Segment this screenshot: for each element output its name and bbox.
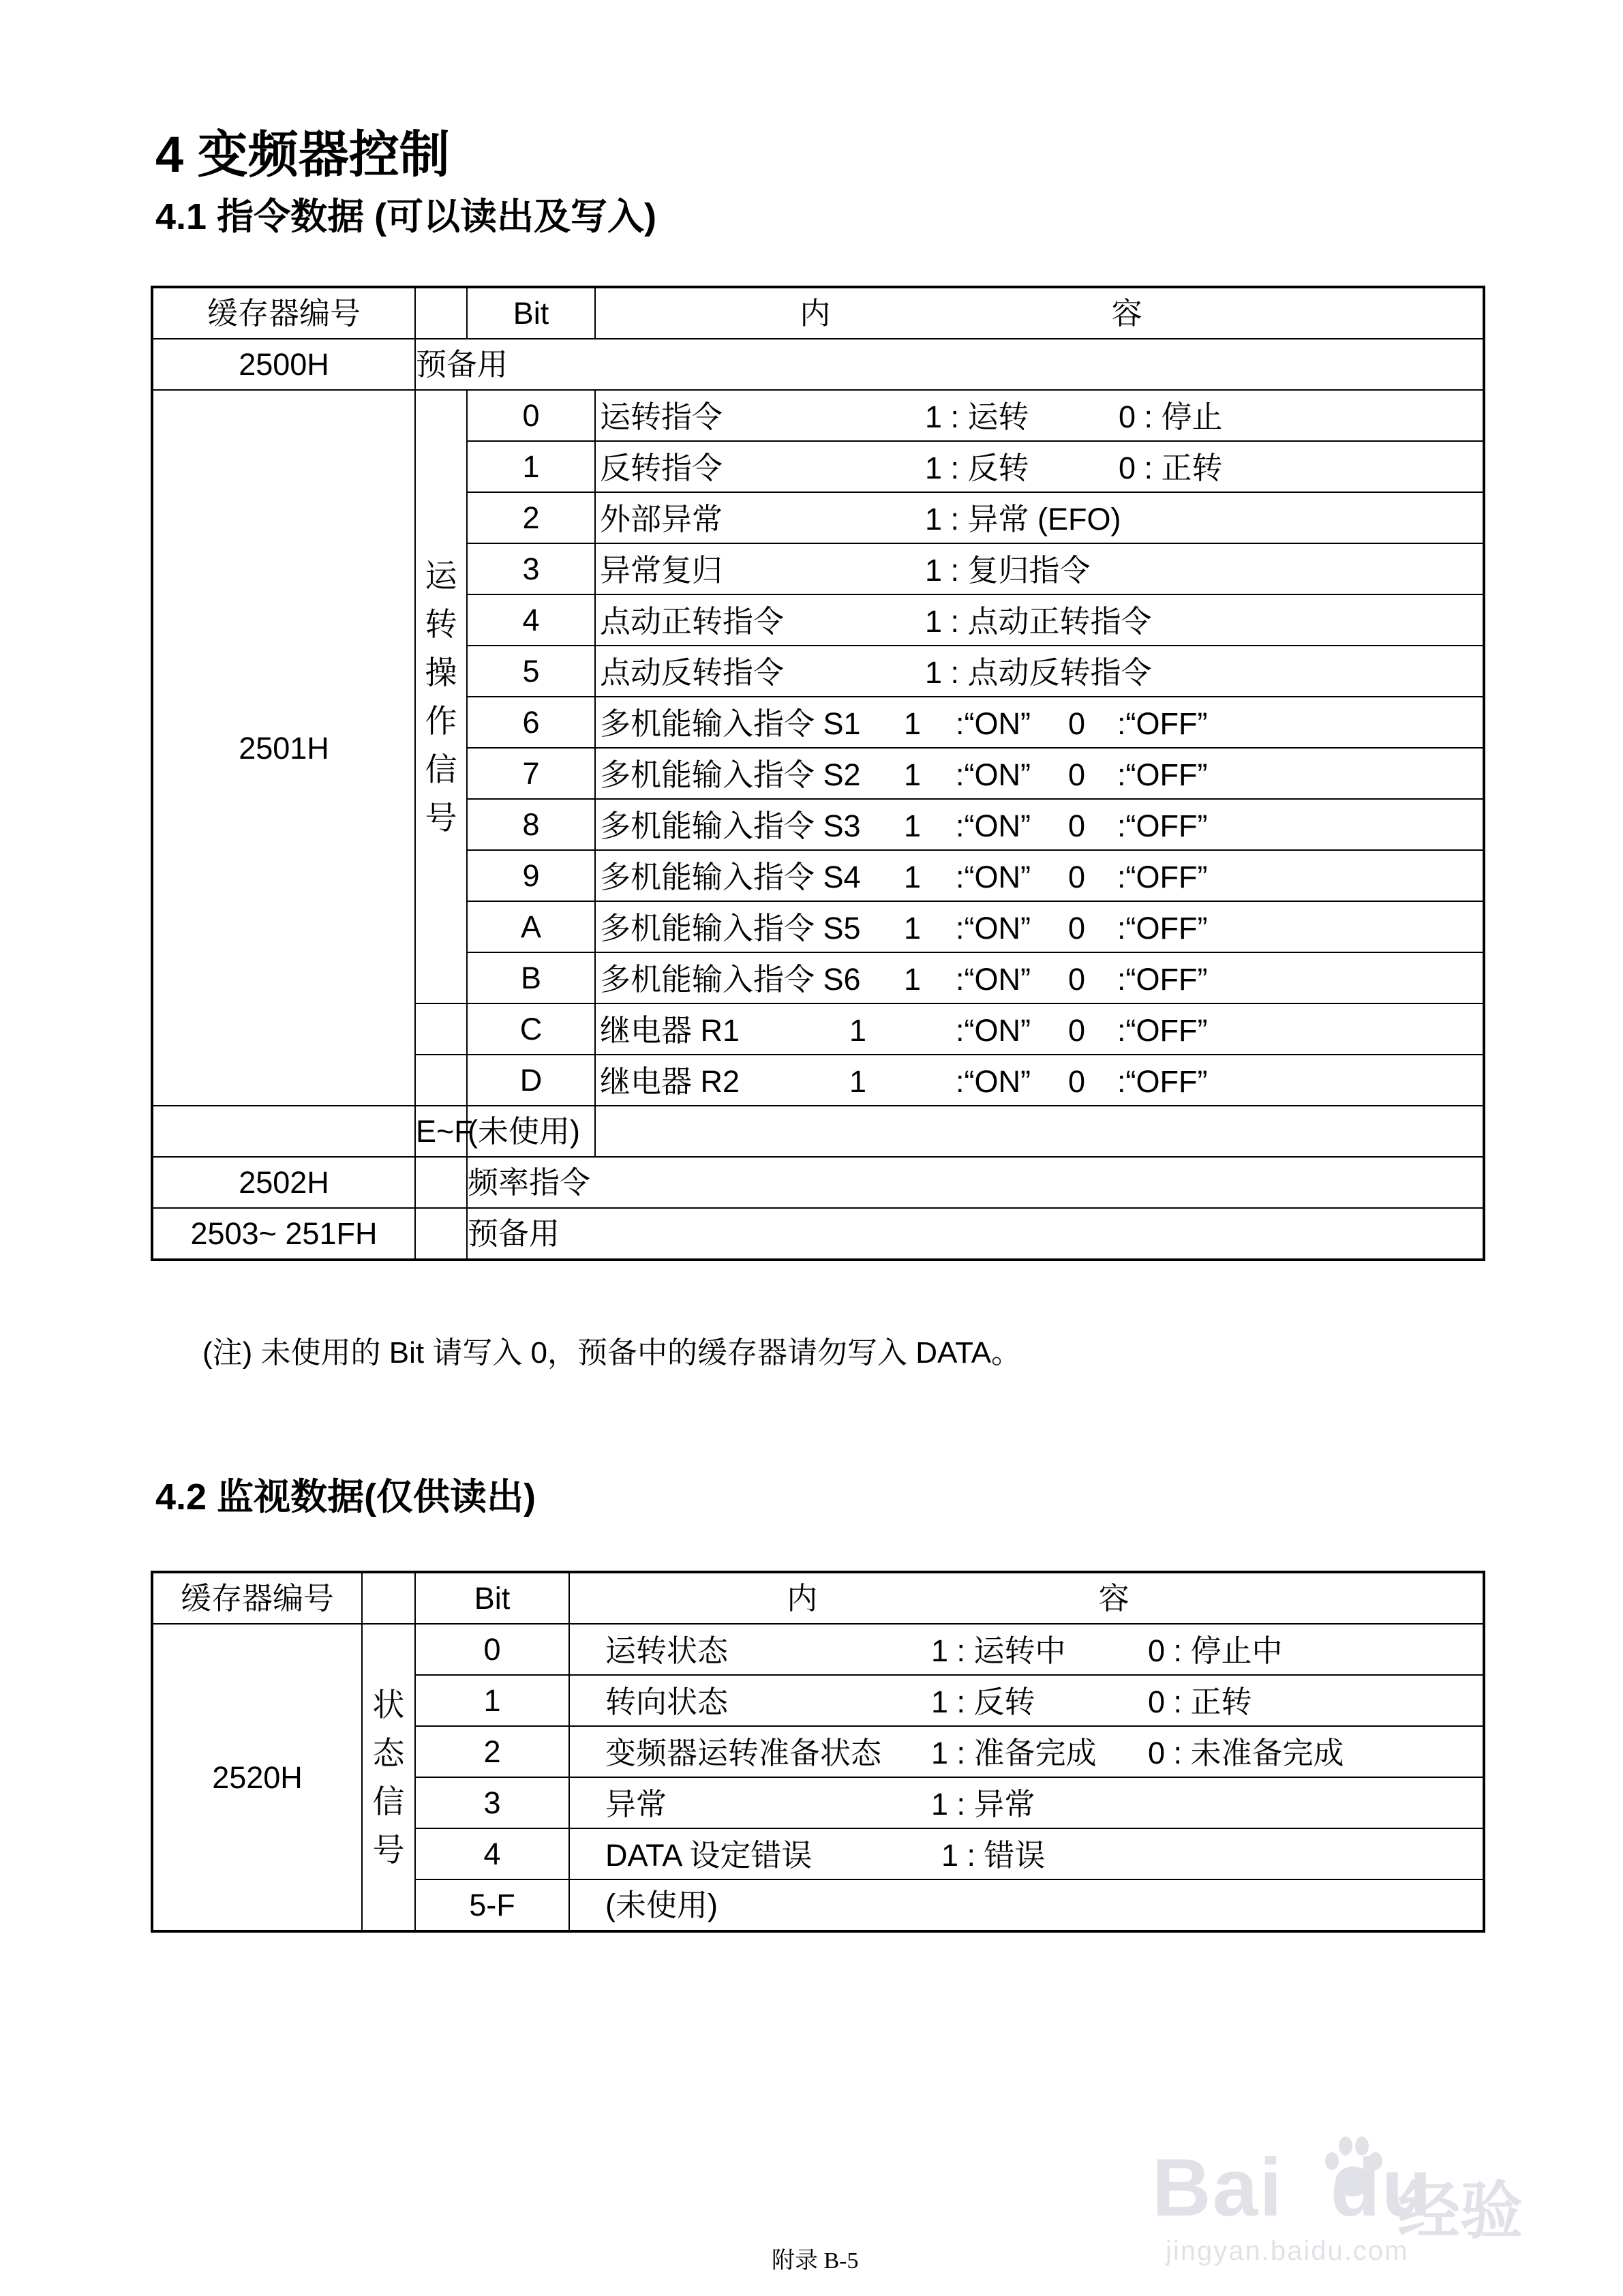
section-title-4: 4 变频器控制	[155, 126, 450, 183]
watermark-url: jingyan.baidu.com	[1166, 2236, 1409, 2266]
table-row	[152, 339, 1484, 390]
paw-icon	[1322, 2134, 1384, 2202]
table-row: C 继电器 R1 1 :“ON” 0 :“OFF”	[152, 1003, 1484, 1055]
table-note: (注) 未使用的 Bit 请写入 0，预备中的缓存器请勿写入 DATA。	[202, 1336, 1022, 1370]
table-header-row	[152, 287, 1484, 339]
table-row: E~F (未使用)	[152, 1106, 1484, 1157]
register-2501h: 2501H	[152, 390, 415, 1106]
table-row: 4 DATA 设定错误 1 : 错误	[152, 1828, 1484, 1879]
table-row: 8 多机能输入指令 S3 1 :“ON” 0 :“OFF”	[152, 799, 1484, 850]
table-row: 6 多机能输入指令 S1 1 :“ON” 0 :“OFF”	[152, 697, 1484, 748]
header-bit: Bit	[415, 1572, 569, 1624]
table-row: 2502H 频率指令	[152, 1157, 1484, 1208]
table-row: 2 变频器运转准备状态 1 : 准备完成 0 : 未准备完成	[152, 1726, 1484, 1777]
register-2500h: 2500H	[152, 339, 415, 390]
section-title-4-1: 4.1 指令数据 (可以读出及写入)	[155, 196, 657, 237]
watermark-product: 经验	[1397, 2177, 1523, 2246]
vertical-label-char: 态	[372, 1735, 405, 1771]
row-content: 运转指令 1 : 运转 0 : 停止	[595, 390, 1484, 441]
register-2520h: 2520H	[152, 1624, 362, 1931]
vertical-label-char: 操	[425, 654, 457, 691]
header-register-number: 缓存器编号	[152, 287, 415, 339]
vertical-label-char: 号	[372, 1832, 405, 1868]
table-row: 2520H 状 态 信 号 0 运转状态 1 : 运转中 0 : 停止中	[152, 1624, 1484, 1675]
watermark-brand: Bai du	[1152, 2142, 1434, 2233]
table-row: 3 异常 1 : 异常	[152, 1777, 1484, 1828]
table-row: 3 异常复归 1 : 复归指令	[152, 543, 1484, 594]
header-content: 内 容	[595, 287, 1484, 339]
table-row: D 继电器 R2 1 :“ON” 0 :“OFF”	[152, 1055, 1484, 1106]
table-row: A 多机能输入指令 S5 1 :“ON” 0 :“OFF”	[152, 901, 1484, 952]
command-data-table	[151, 286, 1485, 1261]
header-content: 内 容	[569, 1572, 1484, 1624]
register-2502h: 2502H	[152, 1157, 415, 1208]
row-content: 预备用	[415, 339, 1484, 390]
table-row: 5-F (未使用)	[152, 1879, 1484, 1931]
table-row: 2 外部异常 1 : 异常 (EFO)	[152, 492, 1484, 543]
header-register-number: 缓存器编号	[152, 1572, 362, 1624]
table-header-row	[152, 1572, 1484, 1624]
monitor-data-table	[151, 1571, 1485, 1933]
vertical-label-char: 转	[425, 606, 457, 642]
table-row: 5 点动反转指令 1 : 点动反转指令	[152, 646, 1484, 697]
vertical-label-char: 作	[425, 703, 457, 739]
vertical-label-char: 运	[425, 558, 457, 594]
vertical-label-char: 状	[372, 1687, 405, 1723]
table-row: 1 转向状态 1 : 反转 0 : 正转	[152, 1675, 1484, 1726]
header-bit: Bit	[467, 287, 595, 339]
vertical-label-status-signal	[362, 1624, 415, 1931]
register-2503-251fh: 2503~ 251FH	[152, 1208, 415, 1260]
vertical-label-char: 信	[425, 751, 457, 787]
vertical-label-run-signal	[415, 390, 467, 1003]
table-row	[152, 390, 1484, 441]
table-row: 2503~ 251FH 预备用	[152, 1208, 1484, 1260]
table-row: 7 多机能输入指令 S2 1 :“ON” 0 :“OFF”	[152, 748, 1484, 799]
vertical-label-char: 号	[425, 800, 457, 836]
table-row: 9 多机能输入指令 S4 1 :“ON” 0 :“OFF”	[152, 850, 1484, 901]
table-row: B 多机能输入指令 S6 1 :“ON” 0 :“OFF”	[152, 952, 1484, 1003]
bit-cell: 0	[467, 390, 595, 441]
baidu-jingyan-watermark	[1152, 2134, 1534, 2270]
table-row: 1 反转指令 1 : 反转 0 : 正转	[152, 441, 1484, 492]
section-title-4-2: 4.2 监视数据(仅供读出)	[155, 1477, 536, 1517]
page-footer: 附录 B-5	[772, 2248, 859, 2274]
vertical-label-char: 信	[372, 1783, 405, 1819]
table-row: 4 点动正转指令 1 : 点动正转指令	[152, 594, 1484, 646]
